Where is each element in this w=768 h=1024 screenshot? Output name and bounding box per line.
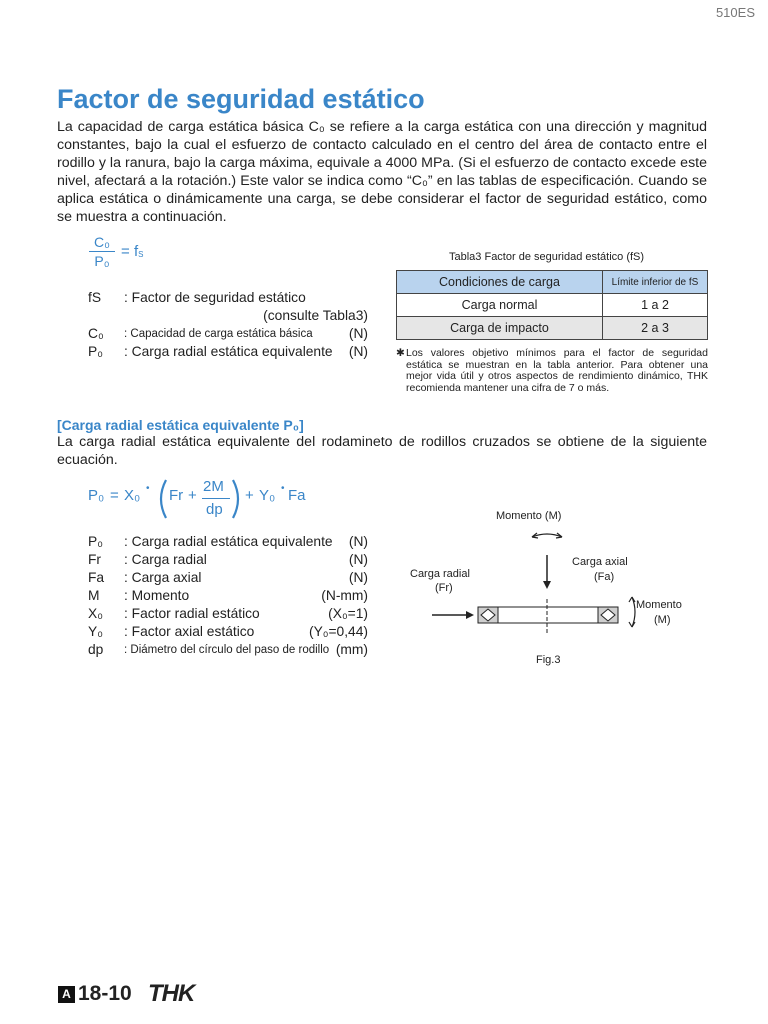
table-note	[396, 348, 708, 394]
footer-page-number	[58, 982, 132, 1006]
formula2-fa: Fa	[288, 487, 306, 504]
figure-label-moment-right: Momento	[636, 599, 682, 611]
definition-row	[88, 641, 368, 659]
definition-description: : Capacidad de carga estática básica	[124, 328, 313, 340]
figure-label-axial-sym: (Fa)	[594, 571, 615, 583]
table-header: Límite inferior de fS	[603, 271, 708, 294]
formula2-equals: =	[110, 487, 119, 504]
section-letter-box: A	[58, 986, 75, 1003]
formula2-plus-2: +	[245, 487, 254, 504]
figure-caption: Fig.3	[536, 654, 561, 666]
moment-right-arrowhead-up-icon	[629, 597, 635, 602]
formula2-numerator: 2M	[203, 478, 224, 495]
page-title: Factor de seguridad estático	[57, 84, 425, 114]
definition-symbol: Y₀	[88, 624, 103, 639]
formula-numerator: C₀	[94, 234, 110, 250]
definition-row	[88, 623, 368, 641]
footer-page-text: 18-10	[78, 982, 132, 1005]
definition-row	[88, 343, 368, 361]
formula-fs-sub: S	[138, 250, 144, 259]
figure-label-radial: Carga radial	[410, 568, 470, 580]
definition-unit: (N)	[348, 552, 368, 567]
definition-row	[88, 587, 368, 605]
figure-label-radial-sym: (Fr)	[435, 582, 453, 594]
definition-unit: (Y₀=0,44)	[308, 624, 368, 639]
definition-row	[88, 307, 368, 325]
formula-equivalent-load	[88, 477, 348, 521]
definition-symbol: dp	[88, 642, 104, 657]
fraction-bar	[89, 251, 115, 252]
definition-row	[88, 533, 368, 551]
definition-description: : Carga radial estática equivalente	[124, 534, 333, 549]
definition-description: : Carga axial	[124, 570, 202, 585]
table-header-row	[397, 271, 708, 294]
safety-factor-table	[396, 270, 708, 340]
definition-description: : Factor axial estático	[124, 624, 255, 639]
definition-unit: (N)	[348, 344, 368, 359]
right-paren-icon	[229, 477, 245, 521]
formula2-x0: X₀	[124, 487, 141, 504]
note-text: Los valores objetivo mínimos para el factor de seguridad estática se muestran en la tabla anterior. Para obtener una mejor vida útil y otros aspectos de rendimiento dinámico, THK recomienda mantener una cifra de 7 o más.	[406, 347, 708, 394]
table-row	[397, 294, 708, 317]
definition-symbol: X₀	[88, 606, 103, 621]
formula-fraction	[89, 234, 115, 269]
formula2-lhs: P₀	[88, 487, 105, 504]
figure-label-axial: Carga axial	[572, 556, 628, 568]
definition-unit: (X₀=1)	[328, 606, 368, 621]
page-number: 510ES	[715, 5, 755, 20]
definition-row	[88, 605, 368, 623]
note-marker: ✱	[396, 347, 405, 359]
figure-label-moment-right-sym: (M)	[654, 614, 671, 626]
radial-arrow-icon	[466, 611, 474, 619]
section-text: La carga radial estática equivalente del rodamineto de rodillos cruzados se obtiene de la siguiente ecuación.	[57, 434, 707, 468]
formula-fs: f	[133, 243, 139, 260]
axial-arrow-icon	[543, 581, 551, 589]
formula2-denominator: dp	[206, 501, 223, 518]
formula2-fr: Fr	[169, 487, 184, 504]
definition-unit: (N-mm)	[321, 588, 368, 603]
formula2-dot-2: •	[281, 483, 285, 494]
definition-row	[88, 551, 368, 569]
definition-unit: (N)	[348, 534, 368, 549]
fraction-bar	[202, 498, 230, 499]
definition-symbol: M	[88, 588, 100, 603]
definition-row	[88, 289, 368, 307]
definition-description: : Factor radial estático	[124, 606, 260, 621]
definitions-equivalent-load	[88, 533, 368, 659]
definition-description: : Momento	[124, 588, 190, 603]
section-heading: [Carga radial estática equivalente P₀]	[57, 417, 304, 433]
thk-logo: THK	[148, 980, 195, 1007]
definition-description: : Factor de seguridad estático	[124, 290, 306, 305]
definitions-static	[88, 289, 368, 361]
definition-row	[88, 325, 368, 343]
definition-unit: (consulte Tabla3)	[263, 308, 368, 323]
table-cell: 1 a 2	[603, 294, 708, 317]
bearing-diagram	[420, 525, 670, 650]
table-cell: Carga de impacto	[397, 317, 603, 340]
definition-unit: (N)	[348, 326, 368, 341]
formula2-plus: +	[188, 487, 197, 504]
definition-row	[88, 569, 368, 587]
definition-symbol: Fr	[88, 552, 102, 567]
definition-symbol: Fa	[88, 570, 105, 585]
definition-unit: (N)	[348, 570, 368, 585]
bearing-center-ring	[498, 607, 598, 623]
intro-paragraph	[57, 118, 707, 226]
definition-symbol: C₀	[88, 326, 104, 341]
definition-symbol: P₀	[88, 534, 103, 549]
table-row	[397, 317, 708, 340]
moment-arc-top	[532, 534, 562, 537]
definition-description: : Diámetro del círculo del paso de rodillo	[124, 644, 330, 656]
table-cell: Carga normal	[397, 294, 603, 317]
definition-unit: (mm)	[335, 642, 368, 657]
definition-description: : Carga radial estática equivalente	[124, 344, 333, 359]
table-caption: Tabla3 Factor de seguridad estático (fS)	[449, 251, 645, 263]
formula-denominator: P₀	[94, 253, 110, 269]
formula2-y0: Y₀	[259, 487, 276, 504]
left-paren-icon	[154, 477, 170, 521]
formula-result	[121, 243, 143, 260]
definition-description: : Carga radial	[124, 552, 207, 567]
table-cell: 2 a 3	[603, 317, 708, 340]
definition-symbol: fS	[88, 290, 102, 305]
formula-equals: =	[121, 243, 130, 260]
definition-symbol: P₀	[88, 344, 103, 359]
moment-right-arrowhead-down-icon	[629, 622, 635, 627]
intro-text: La capacidad de carga estática básica C₀ se refiere a la carga estática con una dirección y magnitud constantes, bajo la cual el esfuerzo de contacto calculado en el centro del área de contacto entre el rodillo y la ranura, bajo la carga máxima, equivale a 4000 MPa. (Si el esfuerzo de contacto excede este nivel, afectará a la rotación.) Este valor se indica como “C₀” en las tablas de especificación. Cuando se aplica estática o dinámicamente una carga, se debe considerar el factor de seguridad estático, como se muestra a continuación.	[57, 119, 707, 225]
formula2-dot: •	[146, 483, 150, 494]
figure-label-moment-top: Momento (M)	[496, 510, 562, 522]
table-header: Condiciones de carga	[397, 271, 603, 294]
